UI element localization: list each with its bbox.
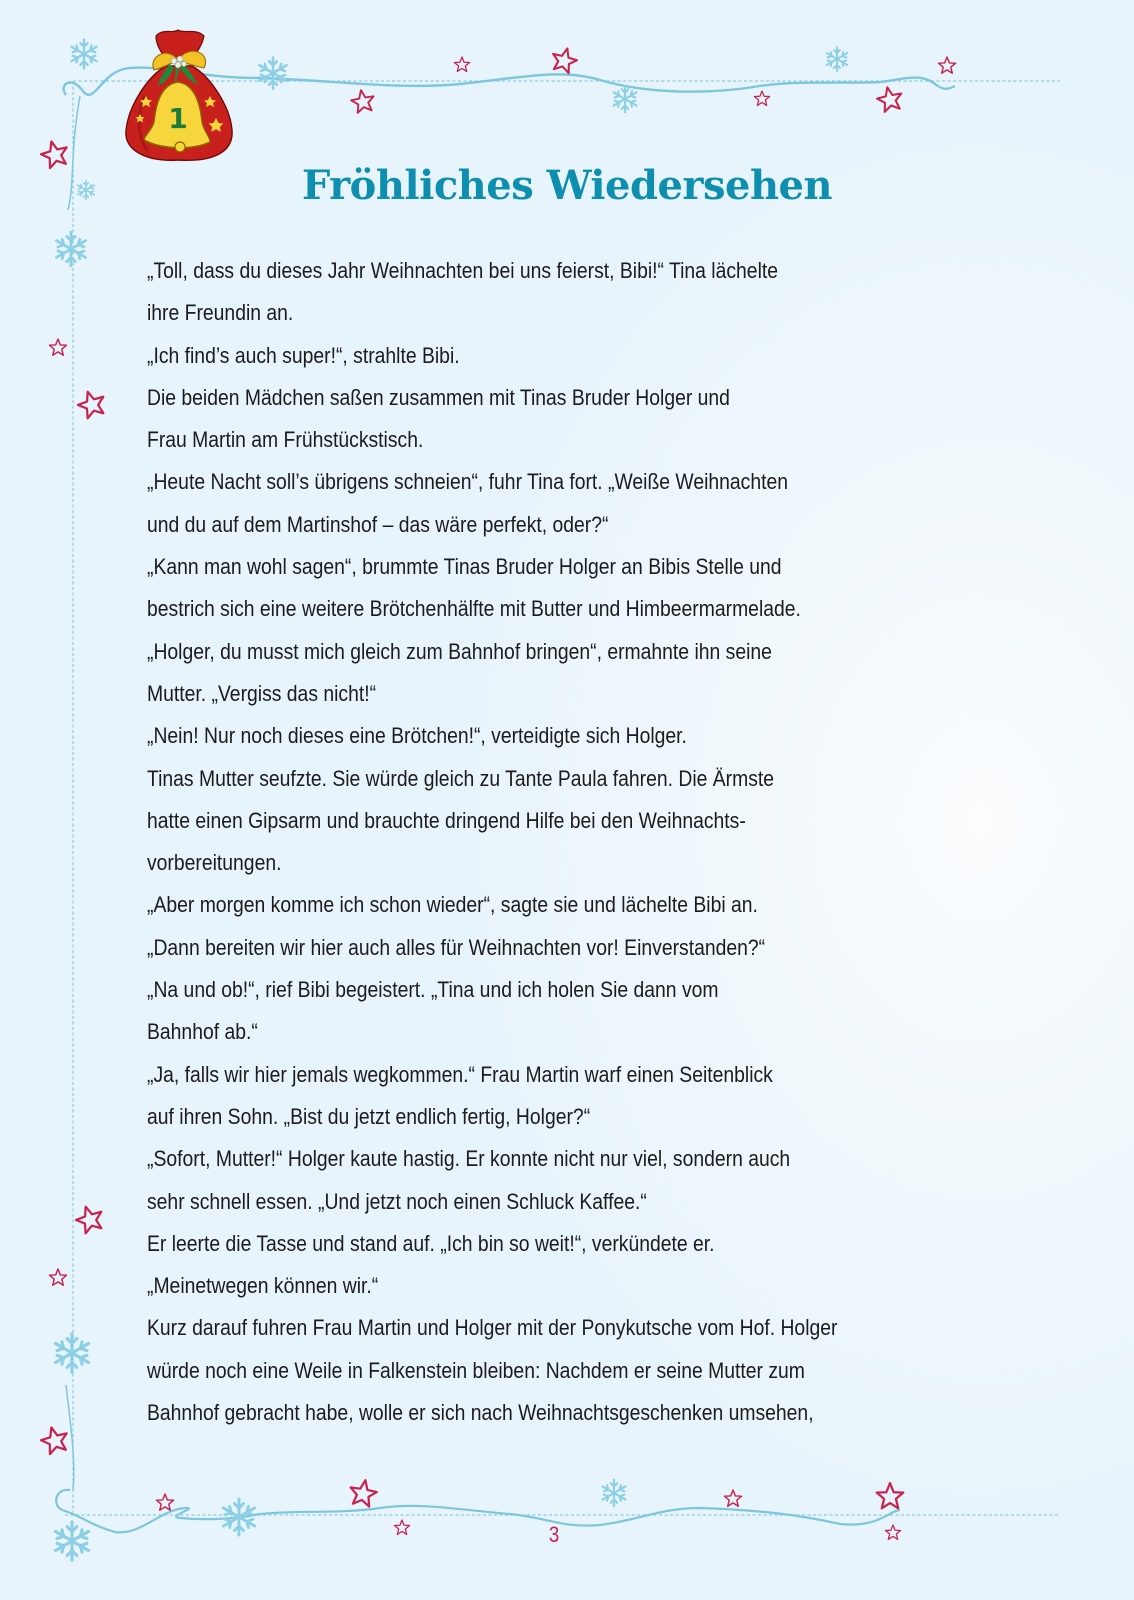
text-line: „Heute Nacht soll’s übrigens schneien“, fuhr Tina fort. „Weiße Weihnachten	[147, 469, 789, 495]
text-line: vorbereitungen.	[147, 850, 282, 876]
text-line: hatte einen Gipsarm und brauchte dringend Hilfe bei den Weihnachts-	[147, 807, 746, 833]
christmas-sack-bell-icon	[118, 26, 240, 164]
page-number: 3	[548, 1522, 560, 1547]
text-line: „Aber morgen komme ich schon wieder“, sagte sie und lächelte Bibi an.	[147, 892, 758, 918]
text-line: „Toll, dass du dieses Jahr Weihnachten bei uns feierst, Bibi!“ Tina lächelte	[147, 258, 779, 283]
text-line: „Holger, du musst mich gleich zum Bahnhof bringen“, ermahnte ihn seine	[147, 638, 772, 664]
text-line: bestrich sich eine weitere Brötchenhälfte mit Butter und Himbeermarmelade.	[147, 596, 801, 622]
story-text	[147, 250, 1047, 1434]
text-line: „Kann man wohl sagen“, brummte Tinas Bruder Holger an Bibis Stelle und	[147, 554, 782, 580]
text-line: Er leerte die Tasse und stand auf. „Ich bin so weit!“, verkündete er.	[147, 1230, 715, 1256]
text-line: „Ich find’s auch super!“, strahlte Bibi.	[147, 342, 460, 368]
text-line: „Na und ob!“, rief Bibi begeistert. „Tina und ich holen Sie dann vom	[147, 977, 719, 1003]
text-line: „Ja, falls wir hier jemals wegkommen.“ Frau Martin warf einen Seitenblick	[147, 1061, 773, 1087]
text-line: Bahnhof ab.“	[147, 1019, 258, 1045]
text-line: „Nein! Nur noch dieses eine Brötchen!“, verteidigte sich Holger.	[147, 723, 687, 749]
text-line: sehr schnell essen. „Und jetzt noch einen Schluck Kaffee.“	[147, 1188, 647, 1214]
text-line: Frau Martin am Frühstückstisch.	[147, 427, 424, 453]
text-line: Mutter. „Vergiss das nicht!“	[147, 680, 377, 706]
text-line: Kurz darauf fuhren Frau Martin und Holger mit der Ponykutsche vom Hof. Holger	[147, 1315, 838, 1341]
text-line: würde noch eine Weile in Falkenstein bleiben: Nachdem er seine Mutter zum	[147, 1357, 805, 1383]
text-line: auf ihren Sohn. „Bist du jetzt endlich fertig, Holger?“	[147, 1103, 591, 1129]
text-line: „Sofort, Mutter!“ Holger kaute hastig. Er konnte nicht nur viel, sondern auch	[147, 1146, 791, 1172]
text-line: und du auf dem Martinshof – das wäre perfekt, oder?“	[147, 511, 609, 537]
text-line: Tinas Mutter seufzte. Sie würde gleich zu Tante Paula fahren. Die Ärmste	[147, 765, 775, 791]
text-line: „Meinetwegen können wir.“	[147, 1273, 379, 1299]
page-title: Fröhliches Wiedersehen	[301, 162, 833, 209]
svg-text:1: 1	[168, 102, 188, 135]
text-line: Die beiden Mädchen saßen zusammen mit Tinas Bruder Holger und	[147, 384, 730, 410]
text-line: „Dann bereiten wir hier auch alles für Weihnachten vor! Einverstanden?“	[147, 934, 766, 960]
text-line: Bahnhof gebracht habe, wolle er sich nach Weihnachtsgeschenken umsehen,	[147, 1400, 814, 1426]
text-line: ihre Freundin an.	[147, 300, 294, 326]
